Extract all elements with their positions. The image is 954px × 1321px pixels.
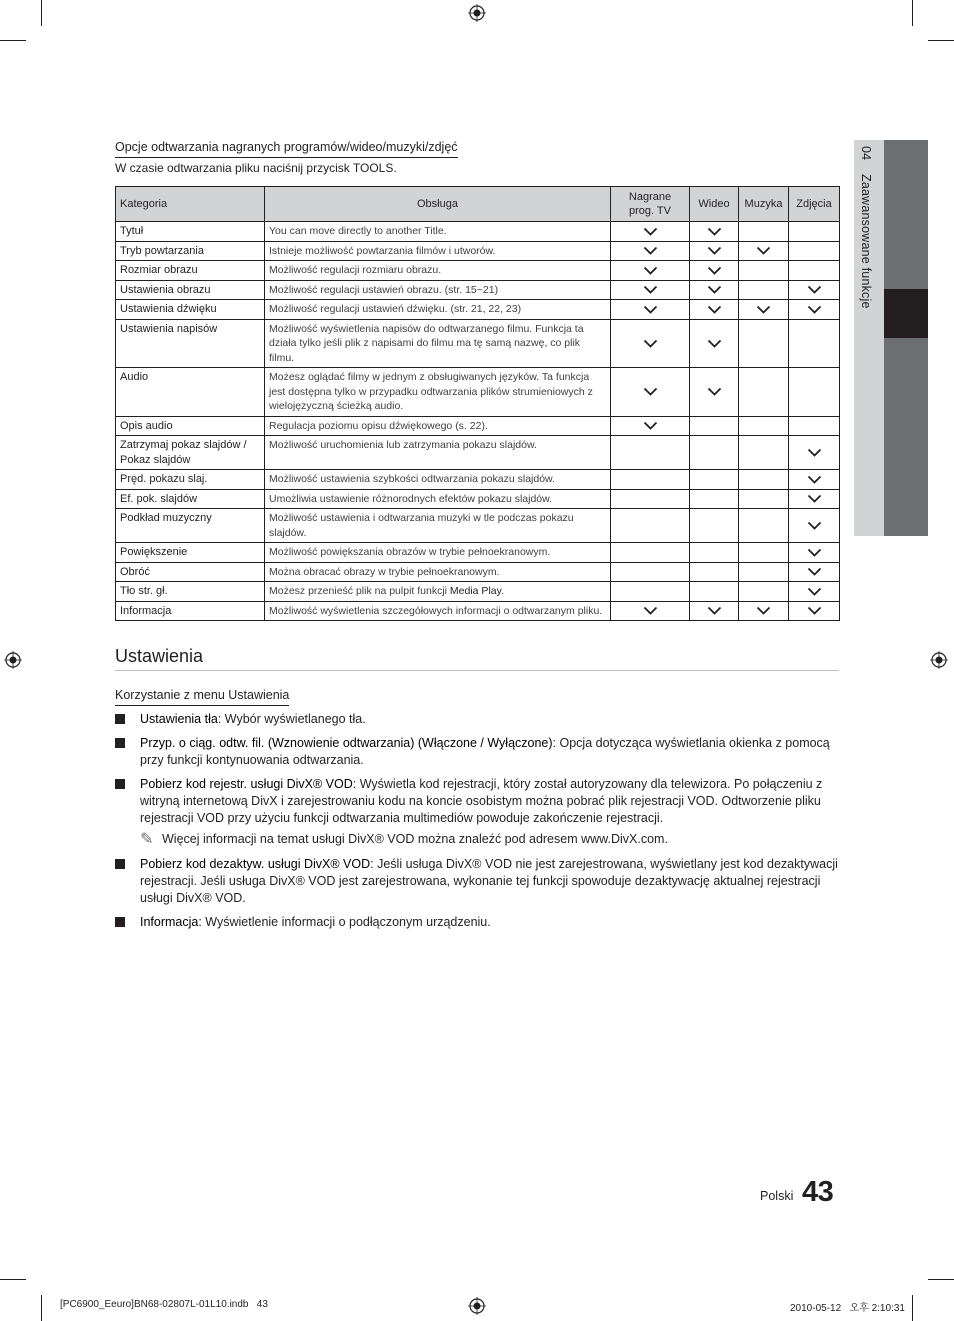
support-cell-video xyxy=(690,368,739,417)
settings-item xyxy=(115,735,839,769)
checkmark-chevron-icon xyxy=(643,337,658,349)
category-cell: Informacja xyxy=(116,601,265,621)
column-header: Nagrane prog. TV xyxy=(611,187,690,222)
table-row xyxy=(116,222,840,242)
operation-text: Istnieje możliwość powtarzania filmów i utworów. xyxy=(269,244,496,257)
support-cell-music xyxy=(739,562,789,582)
table-heading: Opcje odtwarzania nagranych programów/wideo/muzyki/zdjęć xyxy=(115,140,458,158)
table-body xyxy=(116,222,840,621)
table-row xyxy=(116,416,840,436)
footer-language: Polski xyxy=(760,1189,794,1203)
category-cell: Audio xyxy=(116,368,265,417)
settings-item-label: Ustawienia tła xyxy=(140,712,218,726)
crop-mark xyxy=(912,0,913,26)
table-row xyxy=(116,368,840,417)
checkmark-chevron-icon xyxy=(643,605,658,617)
registration-mark-icon xyxy=(468,4,486,22)
checkmark-chevron-icon xyxy=(643,303,658,315)
operation-text: You can move directly to another Title. xyxy=(269,225,447,237)
support-cell-video xyxy=(690,489,739,509)
support-cell-photo xyxy=(789,416,840,436)
support-cell-video xyxy=(690,470,739,490)
operation-cell xyxy=(265,543,611,563)
settings-item-text: : Opcja dotycząca wyświetlania okienka z pomocą przy funkcji kontynuowania odtwarzania. xyxy=(140,736,830,767)
support-cell-photo xyxy=(789,319,840,368)
table-row xyxy=(116,582,840,602)
support-cell-music xyxy=(739,241,789,261)
settings-item xyxy=(115,776,839,827)
support-cell-video xyxy=(690,436,739,470)
print-slug-date: 2010-05-12 오후 2:10:31 xyxy=(790,1303,905,1314)
checkmark-chevron-icon xyxy=(807,303,822,315)
support-cell-photo xyxy=(789,509,840,543)
crop-mark xyxy=(0,40,26,41)
operation-cell xyxy=(265,436,611,470)
support-cell-music xyxy=(739,300,789,320)
support-cell-video xyxy=(690,601,739,621)
checkmark-chevron-icon xyxy=(707,605,722,617)
checkmark-chevron-icon xyxy=(756,245,771,257)
registration-mark-icon xyxy=(930,651,948,669)
table-row xyxy=(116,436,840,470)
checkmark-chevron-icon xyxy=(707,225,722,237)
checkmark-chevron-icon xyxy=(807,284,822,296)
support-cell-photo xyxy=(789,582,840,602)
settings-item-text: : Jeśli usługa DivX® VOD nie jest zarejestrowana, wyświetlany jest kod dezaktywacji rejestracji. Jeśli usługa DivX® VOD jest zarejestrowana, wykonanie tej funkcji spowoduje dezaktywację aktualnej rejestracji usługi DivX® VOD. xyxy=(140,857,838,905)
playback-options-table xyxy=(115,186,840,621)
table-header-row xyxy=(116,187,840,222)
operation-text: Możliwość ustawienia i odtwarzania muzyki w tle podczas pokazu slajdów. xyxy=(269,512,574,539)
support-cell-photo xyxy=(789,261,840,281)
category-cell: Rozmiar obrazu xyxy=(116,261,265,281)
table-row xyxy=(116,261,840,281)
operation-cell xyxy=(265,601,611,621)
support-cell-video xyxy=(690,582,739,602)
category-cell: Podkład muzyczny xyxy=(116,509,265,543)
support-cell-photo xyxy=(789,543,840,563)
table-row xyxy=(116,280,840,300)
operation-text: Możliwość wyświetlenia szczegółowych informacji o odtwarzanym pliku. xyxy=(269,604,603,617)
operation-cell xyxy=(265,489,611,509)
support-cell-music xyxy=(739,582,789,602)
side-tab-strip xyxy=(884,140,928,536)
settings-item-text: : Wybór wyświetlanego tła. xyxy=(217,712,366,726)
square-bullet-icon xyxy=(115,917,125,927)
support-cell-music xyxy=(739,436,789,470)
chapter-number: 04 xyxy=(859,146,873,161)
support-cell-video xyxy=(690,319,739,368)
table-row xyxy=(116,509,840,543)
operation-text: Możliwość regulacji rozmiaru obrazu. xyxy=(269,264,442,276)
support-cell-photo xyxy=(789,300,840,320)
support-cell-music xyxy=(739,489,789,509)
category-cell: Tytuł xyxy=(116,222,265,242)
support-cell-photo xyxy=(789,601,840,621)
side-tab-label xyxy=(859,146,873,309)
operation-emphasis: Media Play xyxy=(449,585,502,597)
checkmark-chevron-icon xyxy=(807,585,822,597)
registration-mark-icon xyxy=(4,651,22,669)
support-cell-tv xyxy=(611,300,690,320)
support-cell-music xyxy=(739,280,789,300)
operation-text: Umożliwia ustawienie różnorodnych efektów pokazu slajdów. xyxy=(269,492,553,505)
support-cell-video xyxy=(690,509,739,543)
support-cell-photo xyxy=(789,241,840,261)
category-cell: Ustawienia napisów xyxy=(116,319,265,368)
operation-text: Możesz przenieść plik na pulpit funkcji xyxy=(269,585,450,597)
support-cell-photo xyxy=(789,280,840,300)
support-cell-tv xyxy=(611,470,690,490)
column-header: Obsługa xyxy=(265,187,611,222)
operation-cell xyxy=(265,319,611,368)
settings-item xyxy=(115,914,839,931)
support-cell-tv xyxy=(611,436,690,470)
support-cell-video xyxy=(690,241,739,261)
settings-item xyxy=(115,711,839,728)
category-cell: Obróć xyxy=(116,562,265,582)
settings-item xyxy=(115,856,839,907)
settings-item-label: Pobierz kod rejestr. usługi DivX® VOD xyxy=(140,777,353,791)
category-cell: Ustawienia dźwięku xyxy=(116,300,265,320)
operation-cell xyxy=(265,509,611,543)
square-bullet-icon xyxy=(115,779,125,789)
operation-cell xyxy=(265,300,611,320)
table-row xyxy=(116,489,840,509)
support-cell-photo xyxy=(789,222,840,242)
operation-text: Możliwość wyświetlenia napisów do odtwarzanego filmu. Funkcja ta działa tylko jeśli plik z napisami do filmu ma tę samą nazwę, co plik filmu. xyxy=(269,322,584,364)
table-row xyxy=(116,562,840,582)
operation-cell xyxy=(265,470,611,490)
column-header: Zdjęcia xyxy=(789,187,840,222)
operation-text: Możliwość regulacji ustawień dźwięku. (str. 21, 22, 23) xyxy=(269,303,522,315)
operation-text: Możliwość uruchomienia lub zatrzymania pokazu slajdów. xyxy=(269,439,537,451)
support-cell-tv xyxy=(611,601,690,621)
operation-text: Możliwość regulacji ustawień obrazu. (str. 15~21) xyxy=(269,283,499,296)
checkmark-chevron-icon xyxy=(756,303,771,315)
support-cell-video xyxy=(690,416,739,436)
operation-cell xyxy=(265,241,611,261)
support-cell-tv xyxy=(611,368,690,417)
support-cell-video xyxy=(690,280,739,300)
support-cell-music xyxy=(739,261,789,281)
operation-cell xyxy=(265,416,611,436)
checkmark-chevron-icon xyxy=(643,284,658,296)
checkmark-chevron-icon xyxy=(707,386,722,398)
note-text: Więcej informacji na temat usługi DivX® VOD można znaleźć pod adresem www.DivX.com. xyxy=(162,832,668,846)
menu-heading: Korzystanie z menu Ustawienia xyxy=(115,688,289,706)
square-bullet-icon xyxy=(115,859,125,869)
support-cell-music xyxy=(739,543,789,563)
category-cell: Powiększenie xyxy=(116,543,265,563)
checkmark-chevron-icon xyxy=(643,264,658,276)
column-header: Kategoria xyxy=(116,187,265,222)
section-divider xyxy=(115,670,839,671)
operation-cell xyxy=(265,582,611,602)
operation-cell xyxy=(265,280,611,300)
support-cell-music xyxy=(739,601,789,621)
checkmark-chevron-icon xyxy=(707,264,722,276)
crop-mark xyxy=(928,1279,954,1280)
checkmark-chevron-icon xyxy=(807,446,822,458)
settings-item-label: Przyp. o ciąg. odtw. fil. (Wznowienie odtwarzania) (Włączone / Wyłączone) xyxy=(140,736,553,750)
checkmark-chevron-icon xyxy=(643,245,658,257)
support-cell-video xyxy=(690,300,739,320)
checkmark-chevron-icon xyxy=(807,493,822,505)
square-bullet-icon xyxy=(115,738,125,748)
crop-mark xyxy=(41,0,42,26)
crop-mark xyxy=(912,1295,913,1321)
pencil-note-icon: ✎ xyxy=(140,831,154,848)
column-header: Wideo xyxy=(690,187,739,222)
support-cell-tv xyxy=(611,509,690,543)
operation-text: Możesz oglądać filmy w jednym z obsługiwanych języków. Ta funkcja jest dostępna tylko w przypadku odtwarzania plików strumieniowych z wielojęzyczną ścieżką audio. xyxy=(269,371,593,412)
support-cell-tv xyxy=(611,416,690,436)
operation-text: Można obracać obrazy w trybie pełnoekranowym. xyxy=(269,565,500,578)
section-title: Ustawienia xyxy=(115,646,204,666)
table-row xyxy=(116,470,840,490)
crop-mark xyxy=(41,1295,42,1321)
support-cell-video xyxy=(690,562,739,582)
support-cell-photo xyxy=(789,562,840,582)
table-row xyxy=(116,601,840,621)
table-row xyxy=(116,300,840,320)
support-cell-photo xyxy=(789,470,840,490)
checkmark-chevron-icon xyxy=(707,284,722,296)
registration-mark-icon xyxy=(468,1297,486,1315)
support-cell-music xyxy=(739,368,789,417)
square-bullet-icon xyxy=(115,714,125,724)
crop-mark xyxy=(0,1279,26,1280)
support-cell-music xyxy=(739,470,789,490)
category-cell: Pręd. pokazu slaj. xyxy=(116,470,265,490)
category-cell: Opis audio xyxy=(116,416,265,436)
side-tab-marker xyxy=(884,289,928,338)
category-cell: Ef. pok. slajdów xyxy=(116,489,265,509)
table-intro: W czasie odtwarzania pliku naciśnij przycisk TOOLS. xyxy=(115,161,397,175)
operation-tail: . xyxy=(501,585,505,597)
operation-cell xyxy=(265,222,611,242)
support-cell-video xyxy=(690,222,739,242)
support-cell-tv xyxy=(611,261,690,281)
operation-text: Możliwość powiększania obrazów w trybie pełnoekranowym. xyxy=(269,546,551,558)
operation-cell xyxy=(265,562,611,582)
checkmark-chevron-icon xyxy=(807,473,822,485)
operation-text: Regulacja poziomu opisu dźwiękowego (s. 22). xyxy=(269,419,488,432)
category-cell: Ustawienia obrazu xyxy=(116,280,265,300)
category-cell: Zatrzymaj pokaz slajdów / Pokaz slajdów xyxy=(116,436,265,470)
column-header: Muzyka xyxy=(739,187,789,222)
checkmark-chevron-icon xyxy=(643,420,658,432)
settings-item-text: : Wyświetlenie informacji o podłączonym urządzeniu. xyxy=(198,915,491,929)
support-cell-video xyxy=(690,261,739,281)
checkmark-chevron-icon xyxy=(807,519,822,531)
checkmark-chevron-icon xyxy=(643,386,658,398)
checkmark-chevron-icon xyxy=(707,245,722,257)
support-cell-video xyxy=(690,543,739,563)
support-cell-music xyxy=(739,319,789,368)
support-cell-tv xyxy=(611,543,690,563)
support-cell-tv xyxy=(611,222,690,242)
support-cell-tv xyxy=(611,319,690,368)
category-cell: Tło str. gł. xyxy=(116,582,265,602)
category-cell: Tryb powtarzania xyxy=(116,241,265,261)
checkmark-chevron-icon xyxy=(707,337,722,349)
table-row xyxy=(116,319,840,368)
checkmark-chevron-icon xyxy=(756,605,771,617)
checkmark-chevron-icon xyxy=(643,225,658,237)
checkmark-chevron-icon xyxy=(807,546,822,558)
table-row xyxy=(116,543,840,563)
operation-text: Możliwość ustawienia szybkości odtwarzania pokazu slajdów. xyxy=(269,473,555,485)
checkmark-chevron-icon xyxy=(807,566,822,578)
support-cell-photo xyxy=(789,436,840,470)
page-number: 43 xyxy=(802,1176,834,1208)
operation-cell xyxy=(265,368,611,417)
support-cell-music xyxy=(739,509,789,543)
support-cell-tv xyxy=(611,489,690,509)
settings-item-text: : Wyświetla kod rejestracji, który został autoryzowany dla telewizora. Po połączeniu z witryną internetową DivX i zarejestrowaniu kodu na koncie osobistym można pobrać plik rejestracji VOD. Odtworzenie pliku rejestracji VOD przy użyciu funkcji odtwarzania multimediów powoduje zakończenie rejestracji. xyxy=(140,777,823,825)
checkmark-chevron-icon xyxy=(807,605,822,617)
note xyxy=(140,831,668,848)
print-slug-file: [PC6900_Eeuro]BN68-02807L-01L10.indb 43 xyxy=(60,1299,268,1310)
support-cell-tv xyxy=(611,241,690,261)
chapter-title: Zaawansowane funkcje xyxy=(859,174,873,309)
support-cell-music xyxy=(739,222,789,242)
settings-item-label: Pobierz kod dezaktyw. usługi DivX® VOD xyxy=(140,857,371,871)
support-cell-photo xyxy=(789,489,840,509)
support-cell-music xyxy=(739,416,789,436)
support-cell-tv xyxy=(611,582,690,602)
table-row xyxy=(116,241,840,261)
operation-cell xyxy=(265,261,611,281)
checkmark-chevron-icon xyxy=(707,303,722,315)
support-cell-tv xyxy=(611,280,690,300)
support-cell-tv xyxy=(611,562,690,582)
crop-mark xyxy=(928,40,954,41)
support-cell-photo xyxy=(789,368,840,417)
settings-item-label: Informacja xyxy=(140,915,199,929)
